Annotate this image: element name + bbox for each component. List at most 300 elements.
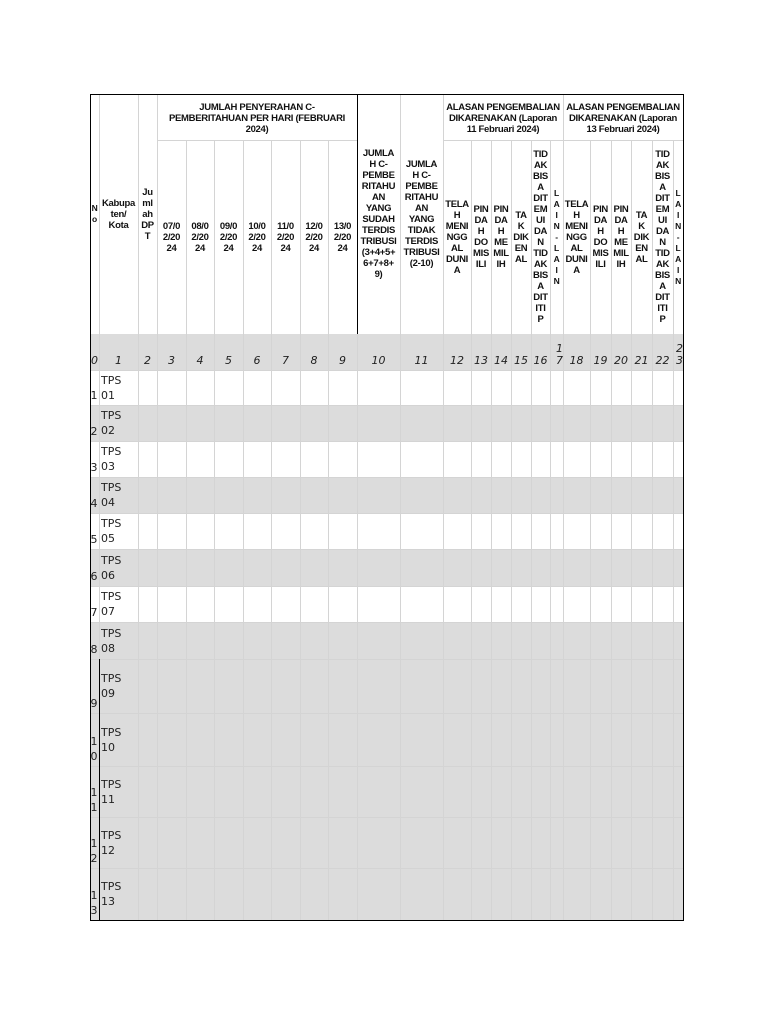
table-cell[interactable] (214, 868, 243, 920)
table-cell[interactable] (673, 370, 683, 405)
table-cell[interactable] (214, 817, 243, 868)
table-cell[interactable] (511, 441, 531, 477)
table-cell[interactable] (590, 477, 611, 513)
table-cell[interactable] (631, 441, 652, 477)
table-cell[interactable] (531, 549, 550, 586)
table-cell[interactable] (243, 766, 271, 817)
table-cell[interactable] (471, 477, 491, 513)
table-cell[interactable] (590, 868, 611, 920)
table-cell[interactable] (563, 549, 590, 586)
table-cell[interactable] (590, 549, 611, 586)
column-header-line: BIS (533, 171, 548, 182)
table-cell[interactable] (271, 370, 300, 405)
table-cell[interactable] (491, 766, 511, 817)
table-cell[interactable] (243, 659, 271, 713)
table-cell[interactable] (443, 766, 471, 817)
table-cell[interactable] (271, 549, 300, 586)
table-cell[interactable] (531, 817, 550, 868)
table-cell[interactable] (590, 441, 611, 477)
column-header-line: AL (514, 253, 528, 265)
column-header-line: 2/20 (191, 231, 209, 243)
table-cell[interactable] (531, 441, 550, 477)
table-cell[interactable] (400, 713, 443, 766)
table-cell[interactable] (138, 713, 157, 766)
table-cell[interactable] (138, 441, 157, 477)
table-cell[interactable] (214, 713, 243, 766)
table-cell[interactable] (300, 441, 328, 477)
table-cell[interactable] (652, 549, 673, 586)
table-cell[interactable] (443, 868, 471, 920)
table-cell[interactable] (563, 766, 590, 817)
table-cell[interactable] (631, 370, 652, 405)
table-cell[interactable] (400, 868, 443, 920)
table-cell[interactable] (328, 477, 357, 513)
table-cell[interactable] (328, 513, 357, 549)
table-cell[interactable] (611, 405, 631, 441)
table-cell[interactable] (214, 370, 243, 405)
column-header (243, 140, 271, 334)
table-cell[interactable] (611, 549, 631, 586)
table-cell[interactable] (138, 513, 157, 549)
column-header-line: A (675, 253, 681, 264)
table-cell[interactable] (511, 766, 531, 817)
table-cell[interactable] (300, 713, 328, 766)
table-cell[interactable] (243, 817, 271, 868)
table-cell[interactable] (186, 622, 214, 659)
table-cell[interactable] (563, 370, 590, 405)
table-cell[interactable] (214, 659, 243, 713)
table-cell[interactable] (443, 586, 471, 622)
table-cell[interactable] (550, 405, 563, 441)
table-cell[interactable] (214, 513, 243, 549)
table-cell[interactable] (563, 586, 590, 622)
table-cell[interactable] (271, 405, 300, 441)
table-cell[interactable] (443, 405, 471, 441)
table-cell[interactable] (138, 586, 157, 622)
table-cell[interactable] (400, 370, 443, 405)
table-cell[interactable] (328, 766, 357, 817)
table-cell[interactable] (511, 817, 531, 868)
table-cell[interactable] (271, 659, 300, 713)
table-cell[interactable] (611, 441, 631, 477)
table-cell[interactable] (300, 477, 328, 513)
column-index: 22 (655, 354, 670, 367)
table-cell[interactable] (243, 549, 271, 586)
table-cell[interactable] (550, 868, 563, 920)
table-cell[interactable] (673, 868, 683, 920)
table-cell[interactable] (652, 766, 673, 817)
table-cell[interactable] (652, 659, 673, 713)
table-cell[interactable] (271, 713, 300, 766)
table-cell[interactable] (400, 586, 443, 622)
table-cell[interactable] (186, 549, 214, 586)
table-cell[interactable] (631, 868, 652, 920)
table-cell[interactable] (400, 477, 443, 513)
table-cell[interactable] (611, 370, 631, 405)
table-cell[interactable] (328, 405, 357, 441)
table-cell[interactable] (138, 549, 157, 586)
table-cell[interactable] (590, 405, 611, 441)
table-cell[interactable] (652, 477, 673, 513)
table-cell[interactable] (471, 868, 491, 920)
table-cell[interactable] (157, 405, 186, 441)
table-cell[interactable] (491, 370, 511, 405)
table-cell[interactable] (471, 405, 491, 441)
table-cell[interactable] (357, 817, 400, 868)
table-cell[interactable] (328, 549, 357, 586)
table-cell[interactable] (631, 713, 652, 766)
table-cell[interactable] (243, 713, 271, 766)
table-cell[interactable] (271, 441, 300, 477)
table-cell[interactable] (652, 586, 673, 622)
table-cell[interactable] (491, 868, 511, 920)
table-cell[interactable] (400, 441, 443, 477)
table-cell[interactable] (631, 766, 652, 817)
table-cell[interactable] (673, 441, 683, 477)
table-cell[interactable] (611, 659, 631, 713)
table-cell[interactable] (300, 659, 328, 713)
table-cell[interactable] (300, 405, 328, 441)
table-cell[interactable] (214, 766, 243, 817)
table-cell[interactable] (443, 817, 471, 868)
table-cell[interactable] (652, 868, 673, 920)
table-cell[interactable] (271, 477, 300, 513)
table-cell[interactable] (243, 405, 271, 441)
table-cell[interactable] (357, 713, 400, 766)
table-cell[interactable] (550, 622, 563, 659)
table-cell[interactable] (300, 766, 328, 817)
table-cell[interactable] (443, 441, 471, 477)
table-cell[interactable] (511, 868, 531, 920)
table-cell[interactable] (563, 441, 590, 477)
table-cell[interactable] (400, 405, 443, 441)
table-cell[interactable] (157, 549, 186, 586)
table-cell[interactable] (357, 659, 400, 713)
table-cell[interactable] (491, 513, 511, 549)
table-cell[interactable] (491, 477, 511, 513)
table-cell[interactable] (271, 622, 300, 659)
table-cell[interactable] (400, 513, 443, 549)
table-cell[interactable] (511, 659, 531, 713)
table-cell[interactable] (357, 586, 400, 622)
table-cell[interactable] (550, 370, 563, 405)
table-cell[interactable] (563, 405, 590, 441)
table-cell[interactable] (214, 622, 243, 659)
table-cell[interactable] (531, 713, 550, 766)
table-cell[interactable] (652, 441, 673, 477)
table-cell[interactable] (631, 477, 652, 513)
table-cell[interactable] (243, 868, 271, 920)
table-cell[interactable] (400, 817, 443, 868)
table-cell[interactable] (471, 817, 491, 868)
table-cell[interactable] (357, 549, 400, 586)
table-cell[interactable] (652, 513, 673, 549)
table-cell[interactable] (491, 817, 511, 868)
table-cell[interactable] (550, 713, 563, 766)
table-cell[interactable] (471, 441, 491, 477)
table-cell[interactable] (186, 441, 214, 477)
table-cell[interactable] (550, 586, 563, 622)
table-cell[interactable] (511, 477, 531, 513)
table-cell[interactable] (271, 513, 300, 549)
table-cell[interactable] (157, 586, 186, 622)
table-cell[interactable] (631, 405, 652, 441)
table-cell[interactable] (550, 513, 563, 549)
table-cell[interactable] (328, 868, 357, 920)
table-cell[interactable] (652, 622, 673, 659)
table-cell[interactable] (531, 766, 550, 817)
table-cell[interactable] (400, 622, 443, 659)
table-cell[interactable] (186, 405, 214, 441)
table-cell[interactable] (186, 477, 214, 513)
table-cell[interactable] (491, 586, 511, 622)
table-cell[interactable] (443, 622, 471, 659)
table-cell[interactable] (471, 370, 491, 405)
table-cell[interactable] (186, 766, 214, 817)
table-cell[interactable] (511, 622, 531, 659)
table-cell[interactable] (673, 477, 683, 513)
table-cell[interactable] (673, 659, 683, 713)
table-cell[interactable] (328, 441, 357, 477)
table-cell[interactable] (471, 549, 491, 586)
table-cell[interactable] (138, 817, 157, 868)
table-cell[interactable] (531, 868, 550, 920)
table-cell[interactable] (328, 817, 357, 868)
table-cell[interactable] (611, 622, 631, 659)
table-cell[interactable] (611, 713, 631, 766)
table-cell[interactable] (214, 586, 243, 622)
table-cell[interactable] (631, 622, 652, 659)
table-cell[interactable] (214, 549, 243, 586)
table-cell[interactable] (471, 659, 491, 713)
table-cell[interactable] (491, 659, 511, 713)
table-cell[interactable] (186, 713, 214, 766)
table-cell[interactable] (673, 513, 683, 549)
table-cell[interactable] (214, 477, 243, 513)
table-cell[interactable] (491, 441, 511, 477)
table-cell[interactable] (563, 659, 590, 713)
table-cell[interactable] (138, 405, 157, 441)
table-cell[interactable] (300, 622, 328, 659)
table-cell[interactable] (611, 513, 631, 549)
table-cell[interactable] (243, 586, 271, 622)
table-cell[interactable] (214, 405, 243, 441)
table-cell[interactable] (357, 622, 400, 659)
column-header-line: NGG (446, 231, 468, 243)
table-cell[interactable] (631, 586, 652, 622)
table-cell[interactable] (673, 586, 683, 622)
table-cell[interactable] (590, 817, 611, 868)
table-cell[interactable] (491, 713, 511, 766)
table-cell[interactable] (328, 622, 357, 659)
table-cell[interactable] (443, 549, 471, 586)
column-header-line: MIL (493, 248, 509, 259)
table-cell[interactable] (186, 659, 214, 713)
table-cell[interactable] (590, 622, 611, 659)
table-cell[interactable] (443, 513, 471, 549)
table-cell[interactable] (443, 713, 471, 766)
table-cell[interactable] (631, 549, 652, 586)
table-cell[interactable] (400, 549, 443, 586)
table-cell[interactable] (673, 622, 683, 659)
table-cell[interactable] (491, 405, 511, 441)
table-cell[interactable] (611, 766, 631, 817)
table-cell[interactable] (673, 766, 683, 817)
table-cell[interactable] (138, 868, 157, 920)
table-cell[interactable] (186, 370, 214, 405)
table-cell[interactable] (590, 370, 611, 405)
table-cell[interactable] (300, 513, 328, 549)
row-number: 1 0 (90, 735, 98, 763)
table-cell[interactable] (271, 586, 300, 622)
table-cell[interactable] (157, 477, 186, 513)
table-cell[interactable] (300, 549, 328, 586)
table-cell[interactable] (511, 549, 531, 586)
table-cell[interactable] (563, 713, 590, 766)
column-header-line: A (675, 198, 681, 209)
table-cell[interactable] (652, 405, 673, 441)
table-cell[interactable] (590, 586, 611, 622)
table-cell[interactable] (471, 513, 491, 549)
table-cell[interactable] (443, 370, 471, 405)
table-cell[interactable] (550, 659, 563, 713)
table-cell[interactable] (186, 817, 214, 868)
table-cell[interactable] (550, 549, 563, 586)
table-cell[interactable] (243, 513, 271, 549)
table-cell[interactable] (590, 659, 611, 713)
table-cell[interactable] (471, 713, 491, 766)
table-cell[interactable] (611, 477, 631, 513)
table-cell[interactable] (550, 477, 563, 513)
table-cell[interactable] (531, 370, 550, 405)
table-cell[interactable] (611, 586, 631, 622)
table-cell[interactable] (511, 405, 531, 441)
table-cell[interactable] (563, 513, 590, 549)
table-cell[interactable] (511, 513, 531, 549)
table-cell[interactable] (357, 405, 400, 441)
table-cell[interactable] (186, 586, 214, 622)
table-cell[interactable] (511, 713, 531, 766)
table-cell[interactable] (471, 622, 491, 659)
table-cell[interactable] (243, 622, 271, 659)
table-cell[interactable] (157, 868, 186, 920)
table-cell[interactable] (550, 817, 563, 868)
table-cell[interactable] (157, 766, 186, 817)
table-cell[interactable] (357, 868, 400, 920)
table-cell[interactable] (550, 441, 563, 477)
table-cell[interactable] (157, 370, 186, 405)
table-cell[interactable] (611, 817, 631, 868)
table-cell[interactable] (652, 370, 673, 405)
table-cell[interactable] (400, 659, 443, 713)
table-cell[interactable] (563, 622, 590, 659)
column-header-line: L (554, 187, 559, 198)
table-cell[interactable] (652, 713, 673, 766)
table-cell[interactable] (590, 713, 611, 766)
column-index: 18 (569, 354, 584, 367)
table-cell[interactable] (243, 370, 271, 405)
table-cell[interactable] (243, 441, 271, 477)
table-cell[interactable] (531, 405, 550, 441)
table-cell[interactable] (631, 659, 652, 713)
table-cell[interactable] (563, 868, 590, 920)
table-cell[interactable] (563, 477, 590, 513)
header-divider (357, 94, 358, 334)
table-cell[interactable] (511, 586, 531, 622)
table-cell[interactable] (300, 868, 328, 920)
table-cell[interactable] (471, 766, 491, 817)
table-cell[interactable] (652, 817, 673, 868)
column-header-line: DA (593, 215, 608, 226)
table-cell[interactable] (400, 766, 443, 817)
table-cell[interactable] (157, 817, 186, 868)
table-cell[interactable] (357, 441, 400, 477)
table-cell[interactable] (357, 477, 400, 513)
table-cell[interactable] (491, 622, 511, 659)
table-cell[interactable] (300, 370, 328, 405)
table-cell[interactable] (271, 766, 300, 817)
table-cell[interactable] (611, 868, 631, 920)
table-cell[interactable] (271, 817, 300, 868)
table-cell[interactable] (550, 766, 563, 817)
table-cell[interactable] (631, 817, 652, 868)
table-cell[interactable] (328, 370, 357, 405)
table-cell[interactable] (673, 713, 683, 766)
table-cell[interactable] (328, 659, 357, 713)
table-cell[interactable] (138, 370, 157, 405)
table-cell[interactable] (138, 766, 157, 817)
table-cell[interactable] (271, 868, 300, 920)
table-cell[interactable] (357, 370, 400, 405)
table-cell[interactable] (138, 622, 157, 659)
table-cell[interactable] (300, 817, 328, 868)
table-cell[interactable] (357, 513, 400, 549)
table-cell[interactable] (243, 477, 271, 513)
table-cell[interactable] (214, 441, 243, 477)
table-cell[interactable] (531, 586, 550, 622)
table-cell[interactable] (328, 713, 357, 766)
table-cell[interactable] (673, 549, 683, 586)
table-cell[interactable] (157, 622, 186, 659)
table-cell[interactable] (590, 513, 611, 549)
table-cell[interactable] (157, 713, 186, 766)
table-cell[interactable] (138, 659, 157, 713)
table-cell[interactable] (673, 405, 683, 441)
table-cell[interactable] (491, 549, 511, 586)
table-cell[interactable] (631, 513, 652, 549)
table-cell[interactable] (673, 817, 683, 868)
table-cell[interactable] (511, 370, 531, 405)
table-cell[interactable] (186, 868, 214, 920)
table-cell[interactable] (357, 766, 400, 817)
table-cell[interactable] (471, 586, 491, 622)
table-cell[interactable] (531, 659, 550, 713)
table-cell[interactable] (157, 441, 186, 477)
table-cell[interactable] (531, 622, 550, 659)
table-cell[interactable] (157, 513, 186, 549)
table-cell[interactable] (138, 477, 157, 513)
table-cell[interactable] (443, 477, 471, 513)
table-cell[interactable] (300, 586, 328, 622)
table-cell[interactable] (186, 513, 214, 549)
table-cell[interactable] (328, 586, 357, 622)
table-cell[interactable] (563, 817, 590, 868)
table-cell[interactable] (157, 659, 186, 713)
table-cell[interactable] (590, 766, 611, 817)
table-cell[interactable] (531, 513, 550, 549)
table-cell[interactable] (443, 659, 471, 713)
table-cell[interactable] (531, 477, 550, 513)
